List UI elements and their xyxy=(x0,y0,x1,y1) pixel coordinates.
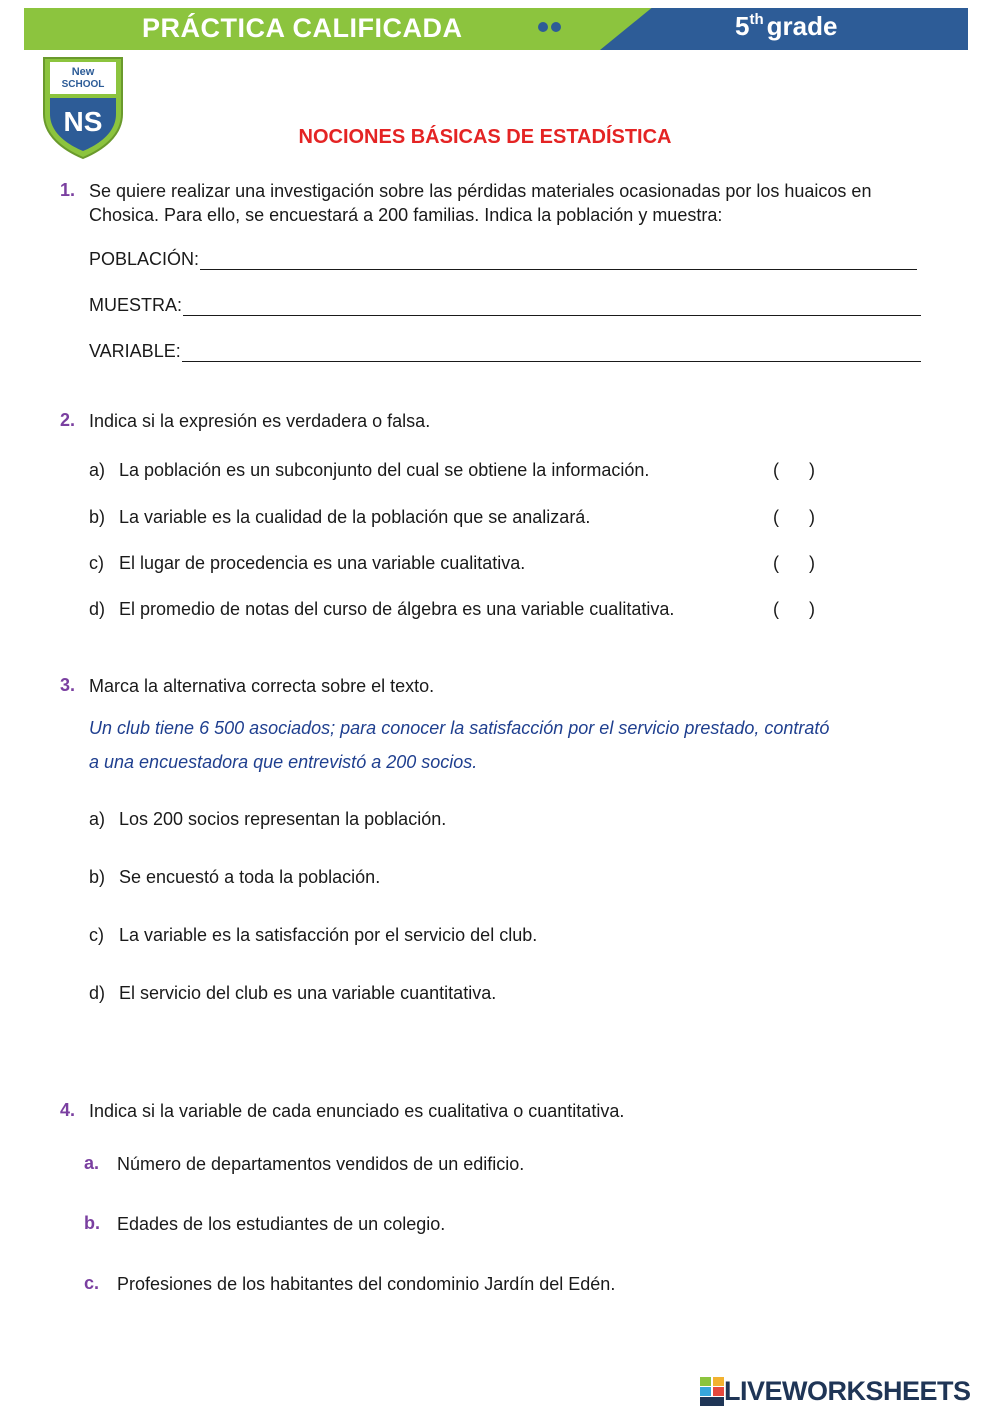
header-title: PRÁCTICA CALIFICADA xyxy=(142,13,463,43)
q4-item-text: Profesiones de los habitantes del condominio Jardín del Edén. xyxy=(117,1274,616,1294)
watermark-text: LIVEWORKSHEETS xyxy=(724,1376,971,1406)
q1-number: 1. xyxy=(60,180,76,200)
q3-number: 3. xyxy=(60,675,76,695)
q4-item-label: a. xyxy=(84,1153,100,1173)
svg-text:SCHOOL: SCHOOL xyxy=(61,79,105,90)
q3-option-b[interactable]: Se encuestó a toda la población. xyxy=(119,867,381,887)
q3-option-label: a) xyxy=(89,809,106,829)
q2-item-label: d) xyxy=(89,599,106,619)
svg-text:New: New xyxy=(71,66,95,78)
variable-blank[interactable] xyxy=(182,343,921,362)
q3-option-label: d) xyxy=(89,983,106,1003)
q3-passage-line1: Un club tiene 6 500 asociados; para conocer la satisfacción por el servicio prestado, contrató xyxy=(89,718,830,738)
page-title: NOCIONES BÁSICAS DE ESTADÍSTICA xyxy=(298,126,672,148)
q2-answer-box[interactable]: ( ) xyxy=(773,553,815,573)
q3-text: Marca la alternativa correcta sobre el texto. xyxy=(89,676,435,696)
q3-option-a[interactable]: Los 200 socios representan la población. xyxy=(119,809,447,829)
q2-text: Indica si la expresión es verdadera o falsa. xyxy=(89,411,431,431)
q2-answer-box[interactable]: ( ) xyxy=(773,460,815,480)
muestra-blank[interactable] xyxy=(183,297,921,316)
header-dots-decoration xyxy=(538,19,564,37)
q1-field-poblacion: POBLACIÓN: xyxy=(89,249,917,270)
liveworksheets-icon xyxy=(700,1377,724,1407)
q2-answer-box[interactable]: ( ) xyxy=(773,507,815,527)
header-grade: 5th grade xyxy=(735,11,838,41)
q2-item-text: El lugar de procedencia es una variable cualitativa. xyxy=(119,553,526,573)
q4-item-label: b. xyxy=(84,1213,100,1233)
q2-item-label: c) xyxy=(89,553,104,573)
q2-item-text: La variable es la cualidad de la población que se analizará. xyxy=(119,507,591,527)
q4-item-text: Número de departamentos vendidos de un edificio. xyxy=(117,1154,525,1174)
q3-option-label: b) xyxy=(89,867,106,887)
liveworksheets-watermark xyxy=(700,1376,971,1407)
q2-number: 2. xyxy=(60,410,76,430)
poblacion-blank[interactable] xyxy=(200,251,917,270)
q1-field-variable: VARIABLE: xyxy=(89,341,921,362)
svg-text:NS: NS xyxy=(63,106,103,137)
q4-text: Indica si la variable de cada enunciado es cualitativa o cuantitativa. xyxy=(89,1101,625,1121)
q1-text: Se quiere realizar una investigación sobre las pérdidas materiales ocasionadas por los huaicos en Chosica. Para ello, se encuestará a 200 familias. Indica la población y muestra: xyxy=(89,181,872,225)
q3-option-label: c) xyxy=(89,925,104,945)
q2-item-label: b) xyxy=(89,507,106,527)
q4-item-text: Edades de los estudiantes de un colegio. xyxy=(117,1214,446,1234)
q3-option-d[interactable]: El servicio del club es una variable cuantitativa. xyxy=(119,983,497,1003)
q2-item-label: a) xyxy=(89,460,106,480)
q4-number: 4. xyxy=(60,1100,76,1120)
q3-option-c[interactable]: La variable es la satisfacción por el servicio del club. xyxy=(119,925,538,945)
q2-item-text: El promedio de notas del curso de álgebra es una variable cualitativa. xyxy=(119,599,675,619)
q3-passage-line2: a una encuestadora que entrevistó a 200 socios. xyxy=(89,752,478,772)
q2-item-text: La población es un subconjunto del cual se obtiene la información. xyxy=(119,460,650,480)
q1-field-muestra: MUESTRA: xyxy=(89,295,921,316)
q2-answer-box[interactable]: ( ) xyxy=(773,599,815,619)
q4-item-label: c. xyxy=(84,1273,100,1293)
